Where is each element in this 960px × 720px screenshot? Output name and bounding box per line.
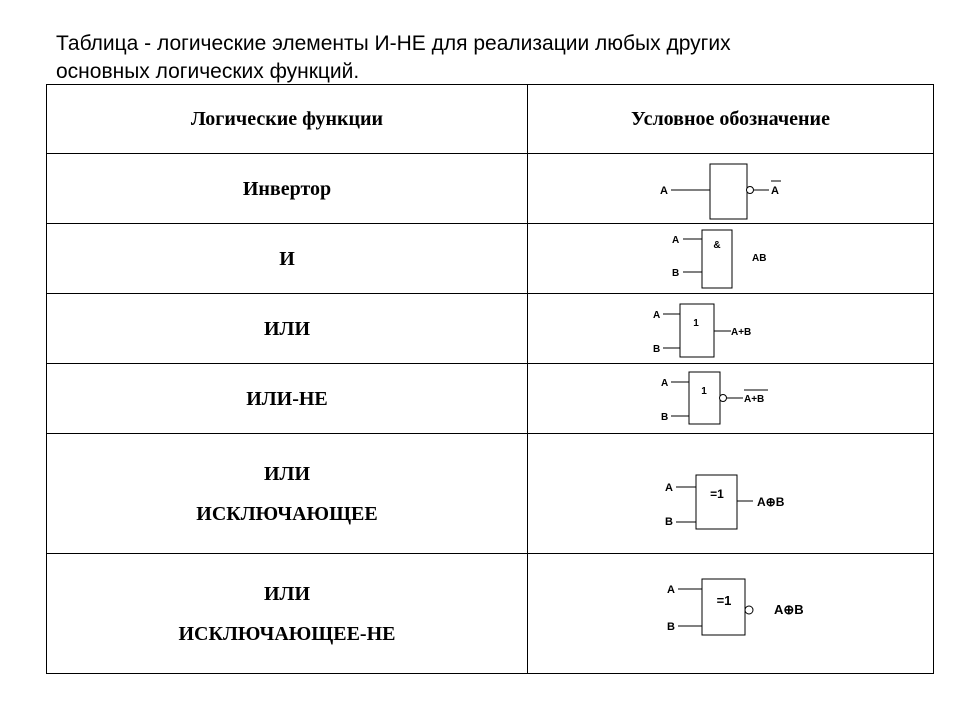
output-label: A xyxy=(771,185,779,197)
function-cell xyxy=(47,154,528,224)
function-name-line-2: ИСКЛЮЧАЮЩЕЕ-НЕ xyxy=(178,622,396,645)
gate-box xyxy=(702,230,732,288)
input-label-a: A xyxy=(653,310,661,321)
output-label: A+B xyxy=(731,327,752,338)
xor-gate-symbol xyxy=(528,434,934,554)
output-label: A+B xyxy=(744,394,765,405)
output-label: A⊕B xyxy=(757,495,785,509)
slide-title-line-1: Таблица - логические элементы И-НЕ для реализации любых других xyxy=(56,32,731,55)
gate-label: & xyxy=(713,240,721,251)
gate-box xyxy=(680,304,714,357)
input-label-b: B xyxy=(667,621,675,633)
function-name-line-2: ИСКЛЮЧАЮЩЕЕ xyxy=(196,502,378,525)
and-gate-symbol xyxy=(528,224,934,294)
function-name: ИЛИ-НЕ xyxy=(246,387,328,410)
symbol-cell xyxy=(528,364,934,434)
nor-gate-symbol xyxy=(528,364,934,434)
gate-box xyxy=(710,164,747,219)
gate-box xyxy=(696,475,737,529)
gate-label: =1 xyxy=(716,593,732,608)
header-functions: Логические функции xyxy=(47,85,528,154)
logic-elements-table xyxy=(46,84,934,674)
slide-title-line-2: основных логических функций. xyxy=(56,60,360,83)
function-name: Инвертор xyxy=(242,177,332,200)
input-label-b: B xyxy=(653,344,661,355)
or-gate-symbol xyxy=(528,294,934,364)
xnor-gate-symbol xyxy=(528,554,934,674)
slide-title xyxy=(56,30,916,86)
table-row xyxy=(47,434,934,554)
input-label-b: B xyxy=(661,412,669,423)
input-label-a: A xyxy=(672,235,680,246)
function-name: ИЛИ xyxy=(263,317,310,340)
gate-label: 1 xyxy=(701,386,707,397)
table-row xyxy=(47,224,934,294)
gate-box xyxy=(689,372,720,424)
symbol-cell xyxy=(528,224,934,294)
input-label-a: A xyxy=(667,584,675,596)
function-cell xyxy=(47,294,528,364)
input-label-b: B xyxy=(665,516,673,528)
function-cell xyxy=(47,364,528,434)
table-row xyxy=(47,294,934,364)
function-name-line-1: ИЛИ xyxy=(263,582,310,605)
output-label: A⊕B xyxy=(774,602,804,617)
symbol-cell xyxy=(528,154,934,224)
function-name-line-1: ИЛИ xyxy=(263,462,310,485)
table-row xyxy=(47,554,934,674)
input-label-b: B xyxy=(672,268,680,279)
symbol-cell xyxy=(528,554,934,674)
gate-label: 1 xyxy=(693,318,699,329)
table-header-row xyxy=(47,85,934,154)
inversion-bubble xyxy=(747,187,754,194)
symbol-cell xyxy=(528,434,934,554)
input-label-a: A xyxy=(660,185,668,197)
gate-label: =1 xyxy=(710,487,724,501)
function-cell xyxy=(47,434,528,554)
inverter-gate-symbol xyxy=(528,154,934,224)
inversion-bubble xyxy=(720,395,727,402)
function-cell xyxy=(47,554,528,674)
input-label-a: A xyxy=(661,378,669,389)
function-name: И xyxy=(279,247,295,270)
symbol-cell xyxy=(528,294,934,364)
inversion-bubble xyxy=(745,606,753,614)
function-cell xyxy=(47,224,528,294)
table-row xyxy=(47,364,934,434)
input-label-a: A xyxy=(665,482,673,494)
header-symbol: Условное обозначение xyxy=(528,85,934,154)
table-row xyxy=(47,154,934,224)
output-label: AB xyxy=(752,253,767,264)
